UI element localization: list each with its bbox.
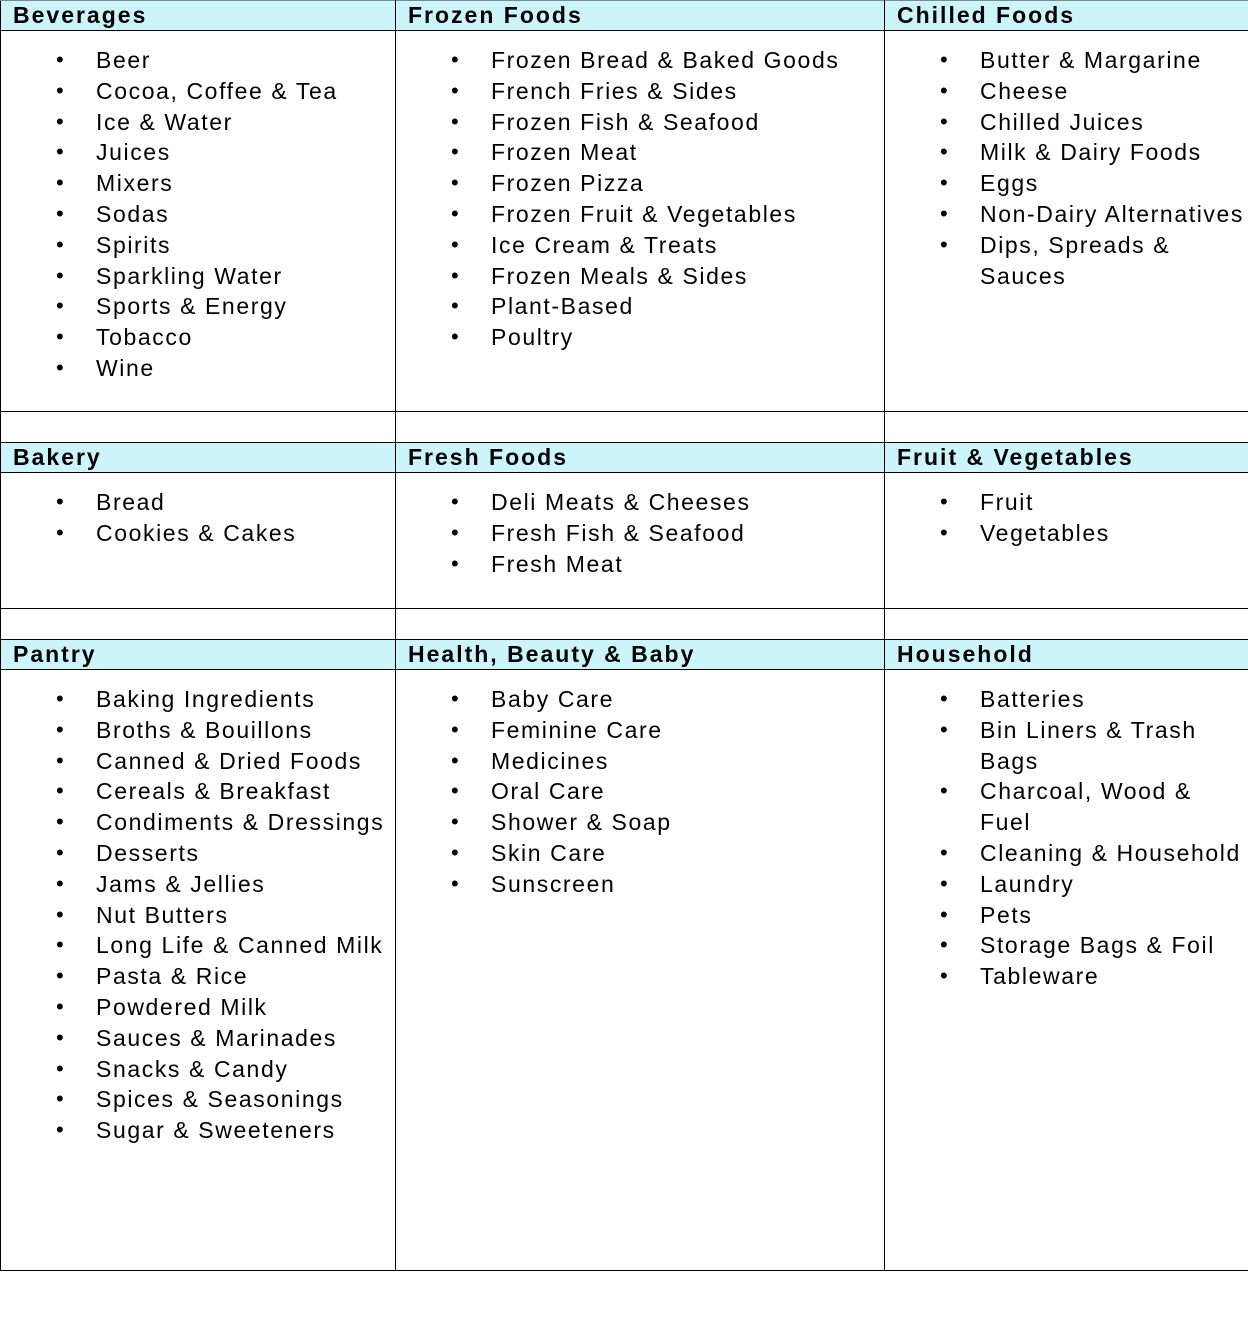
list-item: • Milk & Dairy Foods (885, 137, 1248, 168)
list-item: • Frozen Fruit & Vegetables (396, 199, 884, 230)
list-item: • Cheese (885, 76, 1248, 107)
section-title: Chilled Foods (885, 1, 1248, 31)
list-item: • Spices & Seasonings (1, 1084, 395, 1115)
spacer-cell (1, 412, 396, 443)
item-list (885, 670, 1248, 992)
header-row (1, 1, 1248, 31)
list-item: • Frozen Pizza (396, 168, 884, 199)
spacer-cell (396, 412, 885, 443)
list-item: • Fruit (885, 487, 1248, 518)
list-item: • Jams & Jellies (1, 869, 395, 900)
list-item: • Ice & Water (1, 107, 395, 138)
list-item: • Fresh Fish & Seafood (396, 518, 884, 549)
list-item: • Ice Cream & Treats (396, 230, 884, 261)
list-item: • Pets (885, 900, 1248, 931)
list-item: • Cookies & Cakes (1, 518, 395, 549)
header-row (1, 640, 1248, 670)
section-title: Fresh Foods (396, 443, 885, 473)
spacer-cell (885, 609, 1248, 640)
spacer-cell (1, 609, 396, 640)
list-item: • Butter & Margarine (885, 45, 1248, 76)
section-title: Frozen Foods (396, 1, 885, 31)
item-list (1, 473, 395, 549)
list-item: • Sparkling Water (1, 261, 395, 292)
list-item: • Sodas (1, 199, 395, 230)
list-item: • Canned & Dried Foods (1, 746, 395, 777)
item-list (396, 31, 884, 353)
list-item: • Powdered Milk (1, 992, 395, 1023)
list-item: • Tobacco (1, 322, 395, 353)
list-item: • Sugar & Sweeteners (1, 1115, 395, 1146)
section-title: Beverages (1, 1, 396, 31)
list-item: • Cocoa, Coffee & Tea (1, 76, 395, 107)
list-item: • Feminine Care (396, 715, 884, 746)
header-row (1, 443, 1248, 473)
list-item: • Tableware (885, 961, 1248, 992)
list-item: • Laundry (885, 869, 1248, 900)
item-list (1, 670, 395, 1146)
item-list (396, 670, 884, 900)
section-body (885, 473, 1248, 609)
item-list (396, 473, 884, 579)
spacer-row (1, 412, 1248, 443)
section-title: Health, Beauty & Baby (396, 640, 885, 670)
list-item: • Nut Butters (1, 900, 395, 931)
list-item: • Poultry (396, 322, 884, 353)
list-item: • Frozen Meals & Sides (396, 261, 884, 292)
list-item: • Shower & Soap (396, 807, 884, 838)
spacer-cell (396, 609, 885, 640)
list-item: • Eggs (885, 168, 1248, 199)
list-item: • Storage Bags & Foil (885, 930, 1248, 961)
list-item: • Oral Care (396, 776, 884, 807)
list-item: • Frozen Fish & Seafood (396, 107, 884, 138)
list-item: • Vegetables (885, 518, 1248, 549)
list-item: • Spirits (1, 230, 395, 261)
list-item: • Chilled Juices (885, 107, 1248, 138)
section-body (885, 670, 1248, 1271)
list-item: • Snacks & Candy (1, 1054, 395, 1085)
list-item: • Bread (1, 487, 395, 518)
list-item: • Baby Care (396, 684, 884, 715)
list-item: • Mixers (1, 168, 395, 199)
section-title: Household (885, 640, 1248, 670)
section-body (396, 31, 885, 412)
spacer-cell (885, 412, 1248, 443)
body-row (1, 31, 1248, 412)
list-item: • Medicines (396, 746, 884, 777)
list-item: • Desserts (1, 838, 395, 869)
list-item: • Frozen Meat (396, 137, 884, 168)
list-item: • Juices (1, 137, 395, 168)
section-body (396, 670, 885, 1271)
list-item: • Frozen Bread & Baked Goods (396, 45, 884, 76)
list-item: • Cereals & Breakfast (1, 776, 395, 807)
spacer-row (1, 609, 1248, 640)
section-title: Bakery (1, 443, 396, 473)
list-item: • Long Life & Canned Milk (1, 930, 395, 961)
section-body (1, 670, 396, 1271)
list-item: • Cleaning & Household (885, 838, 1248, 869)
item-list (885, 473, 1248, 549)
section-body (885, 31, 1248, 412)
section-title: Fruit & Vegetables (885, 443, 1248, 473)
list-item: • Condiments & Dressings (1, 807, 395, 838)
list-item: • Batteries (885, 684, 1248, 715)
body-row (1, 670, 1248, 1271)
section-body (396, 473, 885, 609)
list-item: • Sauces & Marinades (1, 1023, 395, 1054)
list-item: • Dips, Spreads & Sauces (885, 230, 1248, 292)
list-item: • Skin Care (396, 838, 884, 869)
list-item: • Beer (1, 45, 395, 76)
body-row (1, 473, 1248, 609)
item-list (1, 31, 395, 384)
list-item: • Plant-Based (396, 291, 884, 322)
list-item: • Bin Liners & Trash Bags (885, 715, 1248, 777)
list-item: • Fresh Meat (396, 549, 884, 580)
list-item: • Pasta & Rice (1, 961, 395, 992)
section-body (1, 31, 396, 412)
list-item: • Deli Meats & Cheeses (396, 487, 884, 518)
list-item: • Sports & Energy (1, 291, 395, 322)
list-item: • Charcoal, Wood & Fuel (885, 776, 1248, 838)
list-item: • Baking Ingredients (1, 684, 395, 715)
section-title: Pantry (1, 640, 396, 670)
list-item: • Non-Dairy Alternatives (885, 199, 1248, 230)
list-item: • Wine (1, 353, 395, 384)
list-item: • Sunscreen (396, 869, 884, 900)
item-list (885, 31, 1248, 291)
list-item: • French Fries & Sides (396, 76, 884, 107)
section-body (1, 473, 396, 609)
list-item: • Broths & Bouillons (1, 715, 395, 746)
